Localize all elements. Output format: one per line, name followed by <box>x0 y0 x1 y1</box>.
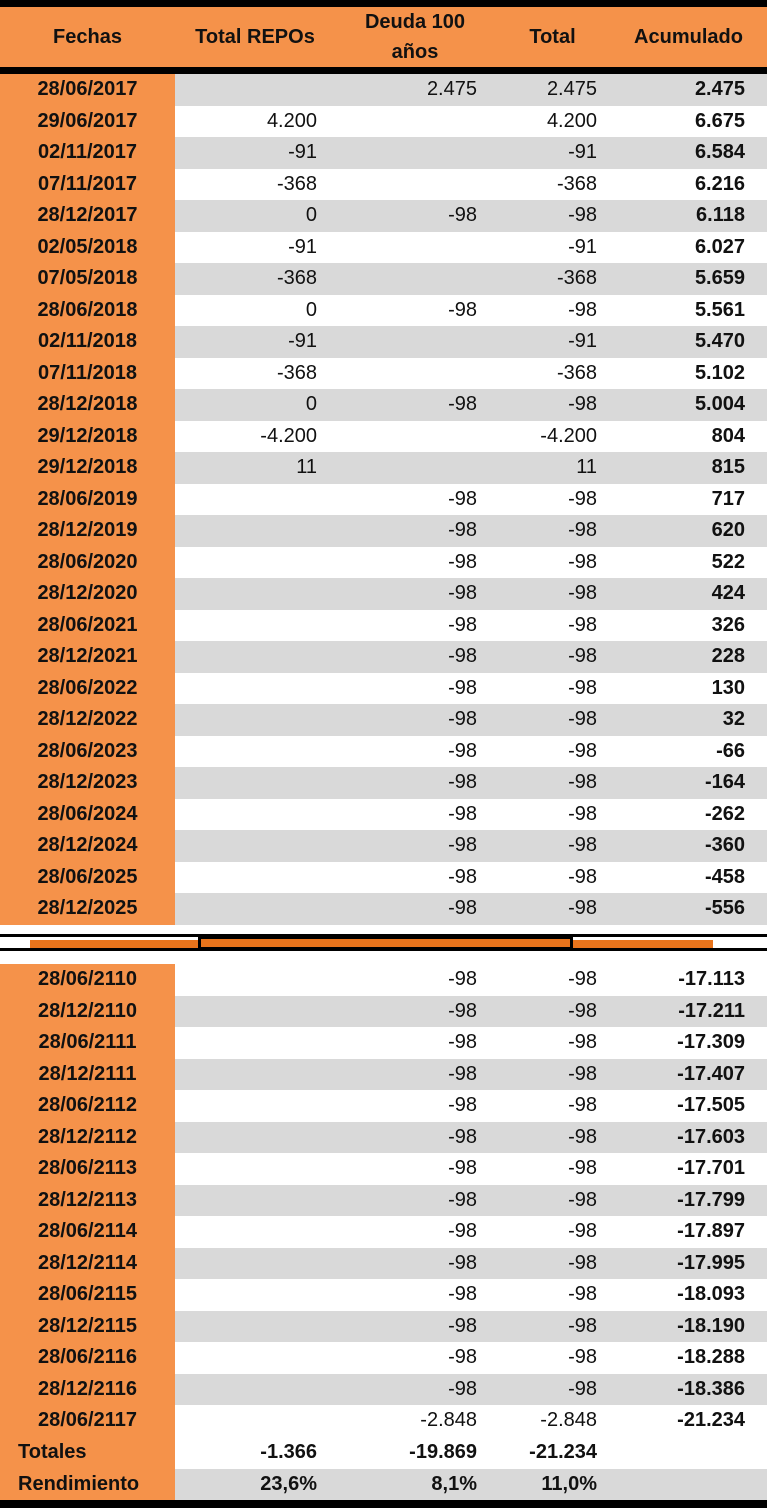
table-row <box>0 641 767 673</box>
row-date: 29/12/2018 <box>0 421 175 453</box>
header-divider <box>0 67 767 74</box>
row-total: -98 <box>568 1125 597 1148</box>
row-date: 29/06/2017 <box>0 106 175 138</box>
row-total: -98 <box>568 1346 597 1369</box>
row-body <box>175 1374 767 1406</box>
table-row <box>0 964 767 996</box>
row-deuda: -98 <box>448 771 477 794</box>
row-deuda: -98 <box>448 968 477 991</box>
totals-body <box>175 1437 767 1469</box>
table-row <box>0 515 767 547</box>
row-body <box>175 389 767 421</box>
row-date: 28/12/2112 <box>0 1122 175 1154</box>
header-fechas: Fechas <box>53 26 122 48</box>
row-body <box>175 799 767 831</box>
header-deuda <box>335 7 495 67</box>
row-date: 28/06/2020 <box>0 547 175 579</box>
row-total: -98 <box>568 1220 597 1243</box>
row-total: -98 <box>568 739 597 762</box>
row-body <box>175 74 767 106</box>
table-row <box>0 1122 767 1154</box>
row-acumulado: 5.470 <box>694 330 745 353</box>
row-repos: -4.200 <box>260 424 317 447</box>
row-deuda: -98 <box>448 676 477 699</box>
row-total: -98 <box>568 1314 597 1337</box>
row-date: 28/06/2024 <box>0 799 175 831</box>
totals-label: Totales <box>0 1437 175 1469</box>
header-deuda-line1: Deuda 100 <box>364 11 466 33</box>
row-date: 28/06/2111 <box>0 1027 175 1059</box>
row-deuda: -98 <box>448 802 477 825</box>
row-body <box>175 641 767 673</box>
row-body <box>175 515 767 547</box>
row-body <box>175 1311 767 1343</box>
row-date: 28/06/2114 <box>0 1216 175 1248</box>
row-total: -98 <box>568 393 597 416</box>
row-date: 28/12/2019 <box>0 515 175 547</box>
row-total: -98 <box>568 771 597 794</box>
row-body <box>175 964 767 996</box>
row-acumulado: 130 <box>711 676 745 699</box>
row-body <box>175 1122 767 1154</box>
row-acumulado: 2.475 <box>694 78 745 101</box>
row-acumulado: 228 <box>711 645 745 668</box>
row-deuda: -98 <box>448 204 477 227</box>
table-row <box>0 1059 767 1091</box>
row-body <box>175 1090 767 1122</box>
row-body <box>175 326 767 358</box>
row-repos: 0 <box>305 393 317 416</box>
row-body <box>175 1185 767 1217</box>
row-total: -98 <box>568 1188 597 1211</box>
row-body <box>175 295 767 327</box>
header-total-repos: Total REPOs <box>195 26 315 48</box>
row-date: 28/12/2115 <box>0 1311 175 1343</box>
row-deuda: -98 <box>448 999 477 1022</box>
row-date: 28/12/2024 <box>0 830 175 862</box>
table-row <box>0 830 767 862</box>
row-body <box>175 106 767 138</box>
row-deuda: -98 <box>448 550 477 573</box>
row-repos: -91 <box>288 235 317 258</box>
table-row <box>0 1027 767 1059</box>
row-date: 28/06/2017 <box>0 74 175 106</box>
table-row <box>0 200 767 232</box>
row-repos: 0 <box>305 204 317 227</box>
row-total: -98 <box>568 802 597 825</box>
row-acumulado: 6.027 <box>694 235 745 258</box>
row-acumulado: 717 <box>711 487 745 510</box>
row-total: -98 <box>568 1283 597 1306</box>
table-row <box>0 137 767 169</box>
row-acumulado: -18.190 <box>677 1314 745 1337</box>
row-date: 28/12/2025 <box>0 893 175 925</box>
top-border <box>0 0 767 7</box>
table-row <box>0 1216 767 1248</box>
row-deuda: -98 <box>448 1314 477 1337</box>
row-body <box>175 1405 767 1437</box>
row-body <box>175 1342 767 1374</box>
row-acumulado: -17.603 <box>677 1125 745 1148</box>
table-row <box>0 1248 767 1280</box>
row-deuda: -98 <box>448 1157 477 1180</box>
table-row <box>0 862 767 894</box>
row-date: 28/12/2111 <box>0 1059 175 1091</box>
row-total: 4.200 <box>546 109 597 132</box>
row-deuda: -98 <box>448 1251 477 1274</box>
row-repos: -368 <box>276 361 317 384</box>
row-total: -98 <box>568 1094 597 1117</box>
row-body <box>175 421 767 453</box>
rendimiento-row <box>0 1469 767 1501</box>
row-body <box>175 232 767 264</box>
table-row <box>0 673 767 705</box>
row-acumulado: 815 <box>711 456 745 479</box>
row-acumulado: -17.701 <box>677 1157 745 1180</box>
table-row <box>0 704 767 736</box>
table-row <box>0 358 767 390</box>
row-acumulado: -458 <box>704 865 745 888</box>
row-date: 28/12/2114 <box>0 1248 175 1280</box>
row-deuda: 2.475 <box>426 78 477 101</box>
row-date: 28/06/2113 <box>0 1153 175 1185</box>
row-total: -4.200 <box>540 424 597 447</box>
row-acumulado: -17.113 <box>678 968 745 991</box>
row-body <box>175 704 767 736</box>
table-row <box>0 996 767 1028</box>
header-total: Total <box>529 26 576 48</box>
table-row <box>0 74 767 106</box>
row-date: 28/06/2023 <box>0 736 175 768</box>
row-acumulado: 5.102 <box>694 361 745 384</box>
row-date: 28/06/2115 <box>0 1279 175 1311</box>
row-date: 28/06/2021 <box>0 610 175 642</box>
row-acumulado: -17.407 <box>677 1062 745 1085</box>
row-total: -91 <box>568 330 597 353</box>
row-body <box>175 996 767 1028</box>
row-acumulado: -17.799 <box>677 1188 745 1211</box>
row-date: 28/12/2017 <box>0 200 175 232</box>
row-repos: 4.200 <box>266 109 317 132</box>
row-body <box>175 736 767 768</box>
table-row <box>0 1405 767 1437</box>
row-total: -98 <box>568 1062 597 1085</box>
totals-deuda: -19.869 <box>409 1441 477 1464</box>
row-acumulado: 6.675 <box>694 109 745 132</box>
row-acumulado: -164 <box>704 771 745 794</box>
table-row <box>0 389 767 421</box>
row-date: 02/05/2018 <box>0 232 175 264</box>
rendimiento-total: 11,0% <box>541 1472 597 1495</box>
row-total: -98 <box>568 865 597 888</box>
row-acumulado: 6.118 <box>696 204 745 227</box>
row-acumulado: 6.216 <box>694 172 745 195</box>
table-row <box>0 169 767 201</box>
row-acumulado: 326 <box>711 613 745 636</box>
row-date: 28/06/2025 <box>0 862 175 894</box>
rendimiento-repos: 23,6% <box>260 1472 317 1495</box>
row-body <box>175 1279 767 1311</box>
rendimiento-label: Rendimiento <box>0 1469 175 1501</box>
table-row <box>0 1342 767 1374</box>
row-date: 07/11/2017 <box>0 169 175 201</box>
bottom-border <box>0 1500 767 1508</box>
row-deuda: -98 <box>448 708 477 731</box>
row-date: 28/06/2117 <box>0 1405 175 1437</box>
row-date: 28/12/2113 <box>0 1185 175 1217</box>
row-deuda: -98 <box>448 1062 477 1085</box>
table-row <box>0 610 767 642</box>
row-acumulado: 522 <box>711 550 745 573</box>
row-repos: -368 <box>276 172 317 195</box>
row-body <box>175 137 767 169</box>
table-row <box>0 578 767 610</box>
totals-repos: -1.366 <box>260 1441 317 1464</box>
row-body <box>175 1248 767 1280</box>
break-line-bottom <box>0 948 767 951</box>
table-row <box>0 295 767 327</box>
row-date: 28/12/2110 <box>0 996 175 1028</box>
row-total: 2.475 <box>546 78 597 101</box>
row-deuda: -98 <box>448 865 477 888</box>
row-total: -98 <box>568 1031 597 1054</box>
table-row <box>0 767 767 799</box>
rendimiento-deuda: 8,1% <box>431 1472 477 1495</box>
row-date: 02/11/2017 <box>0 137 175 169</box>
break-fill-right <box>573 940 713 948</box>
row-total: -98 <box>568 897 597 920</box>
row-total: 11 <box>576 456 597 479</box>
row-body <box>175 263 767 295</box>
row-body <box>175 830 767 862</box>
row-body <box>175 484 767 516</box>
row-total: -98 <box>568 1251 597 1274</box>
row-body <box>175 547 767 579</box>
header-acumulado: Acumulado <box>634 26 743 48</box>
row-total: -98 <box>568 582 597 605</box>
row-total: -98 <box>568 1377 597 1400</box>
table-row <box>0 547 767 579</box>
row-total: -98 <box>568 968 597 991</box>
row-date: 28/06/2110 <box>0 964 175 996</box>
row-acumulado: -556 <box>704 897 745 920</box>
row-acumulado: 424 <box>711 582 745 605</box>
row-deuda: -98 <box>448 519 477 542</box>
row-date: 02/11/2018 <box>0 326 175 358</box>
table-row <box>0 736 767 768</box>
row-date: 07/05/2018 <box>0 263 175 295</box>
row-deuda: -98 <box>448 487 477 510</box>
row-acumulado: -21.234 <box>677 1409 745 1432</box>
row-acumulado: 5.004 <box>694 393 745 416</box>
row-date: 28/06/2019 <box>0 484 175 516</box>
table-row <box>0 484 767 516</box>
row-total: -98 <box>568 999 597 1022</box>
row-date: 28/12/2022 <box>0 704 175 736</box>
row-total: -368 <box>556 361 597 384</box>
row-body <box>175 767 767 799</box>
table-row <box>0 799 767 831</box>
row-total: -98 <box>568 708 597 731</box>
break-fill-left <box>30 940 198 948</box>
row-total: -98 <box>568 550 597 573</box>
row-body <box>175 1153 767 1185</box>
row-acumulado: -18.386 <box>677 1377 745 1400</box>
row-total: -98 <box>568 676 597 699</box>
row-body <box>175 358 767 390</box>
row-repos: 11 <box>296 456 317 479</box>
row-repos: 0 <box>305 298 317 321</box>
row-acumulado: 804 <box>711 424 745 447</box>
row-date: 28/12/2020 <box>0 578 175 610</box>
row-total: -98 <box>568 204 597 227</box>
row-body <box>175 169 767 201</box>
row-date: 28/12/2021 <box>0 641 175 673</box>
table-row <box>0 263 767 295</box>
totals-total: -21.234 <box>529 1441 597 1464</box>
row-acumulado: -66 <box>716 739 745 762</box>
row-body <box>175 673 767 705</box>
row-body <box>175 200 767 232</box>
row-total: -2.848 <box>540 1409 597 1432</box>
row-date: 07/11/2018 <box>0 358 175 390</box>
row-deuda: -98 <box>448 393 477 416</box>
row-total: -91 <box>568 141 597 164</box>
row-deuda: -98 <box>448 298 477 321</box>
row-total: -368 <box>556 267 597 290</box>
row-date: 28/06/2018 <box>0 295 175 327</box>
row-date: 29/12/2018 <box>0 452 175 484</box>
row-acumulado: -17.897 <box>677 1220 745 1243</box>
rendimiento-body <box>175 1469 767 1501</box>
row-acumulado: 32 <box>722 708 745 731</box>
row-acumulado: 5.561 <box>694 298 745 321</box>
table-row <box>0 893 767 925</box>
row-deuda: -98 <box>448 897 477 920</box>
row-total: -91 <box>568 235 597 258</box>
table-row <box>0 232 767 264</box>
row-acumulado: 620 <box>711 519 745 542</box>
row-deuda: -98 <box>448 582 477 605</box>
row-deuda: -98 <box>448 613 477 636</box>
row-acumulado: -17.995 <box>677 1251 745 1274</box>
row-deuda: -98 <box>448 1188 477 1211</box>
row-acumulado: 5.659 <box>694 267 745 290</box>
row-acumulado: 6.584 <box>694 141 745 164</box>
row-body <box>175 1027 767 1059</box>
row-deuda: -98 <box>448 1094 477 1117</box>
table-row <box>0 1311 767 1343</box>
row-body <box>175 610 767 642</box>
table-row <box>0 1279 767 1311</box>
table-row <box>0 1185 767 1217</box>
row-deuda: -2.848 <box>420 1409 477 1432</box>
row-total: -98 <box>568 613 597 636</box>
row-acumulado: -18.288 <box>677 1346 745 1369</box>
table-row <box>0 106 767 138</box>
row-date: 28/06/2022 <box>0 673 175 705</box>
row-repos: -91 <box>288 330 317 353</box>
table-row <box>0 421 767 453</box>
row-date: 28/12/2018 <box>0 389 175 421</box>
totals-row <box>0 1437 767 1469</box>
row-acumulado: -360 <box>704 834 745 857</box>
row-date: 28/06/2112 <box>0 1090 175 1122</box>
row-acumulado: -17.309 <box>677 1031 745 1054</box>
row-body <box>175 1216 767 1248</box>
row-deuda: -98 <box>448 1031 477 1054</box>
row-repos: -368 <box>276 267 317 290</box>
row-acumulado: -17.211 <box>678 999 745 1022</box>
row-deuda: -98 <box>448 834 477 857</box>
table-row <box>0 1374 767 1406</box>
row-total: -98 <box>568 1157 597 1180</box>
row-body <box>175 578 767 610</box>
row-total: -98 <box>568 298 597 321</box>
row-deuda: -98 <box>448 1377 477 1400</box>
row-total: -98 <box>568 645 597 668</box>
row-acumulado: -18.093 <box>677 1283 745 1306</box>
row-total: -98 <box>568 487 597 510</box>
row-deuda: -98 <box>448 645 477 668</box>
row-date: 28/06/2116 <box>0 1342 175 1374</box>
row-date: 28/12/2116 <box>0 1374 175 1406</box>
table-header <box>0 7 767 67</box>
row-total: -98 <box>568 519 597 542</box>
row-deuda: -98 <box>448 1346 477 1369</box>
row-body <box>175 862 767 894</box>
row-acumulado: -17.505 <box>677 1094 745 1117</box>
row-date: 28/12/2023 <box>0 767 175 799</box>
row-deuda: -98 <box>448 1125 477 1148</box>
row-repos: -91 <box>288 141 317 164</box>
row-deuda: -98 <box>448 1283 477 1306</box>
table-row <box>0 452 767 484</box>
row-total: -98 <box>568 834 597 857</box>
row-body <box>175 893 767 925</box>
row-deuda: -98 <box>448 1220 477 1243</box>
table-row <box>0 1153 767 1185</box>
header-deuda-line2: años <box>391 41 439 63</box>
row-acumulado: -262 <box>704 802 745 825</box>
row-body <box>175 452 767 484</box>
row-body <box>175 1059 767 1091</box>
row-deuda: -98 <box>448 739 477 762</box>
table-row <box>0 1090 767 1122</box>
row-total: -368 <box>556 172 597 195</box>
table-row <box>0 326 767 358</box>
